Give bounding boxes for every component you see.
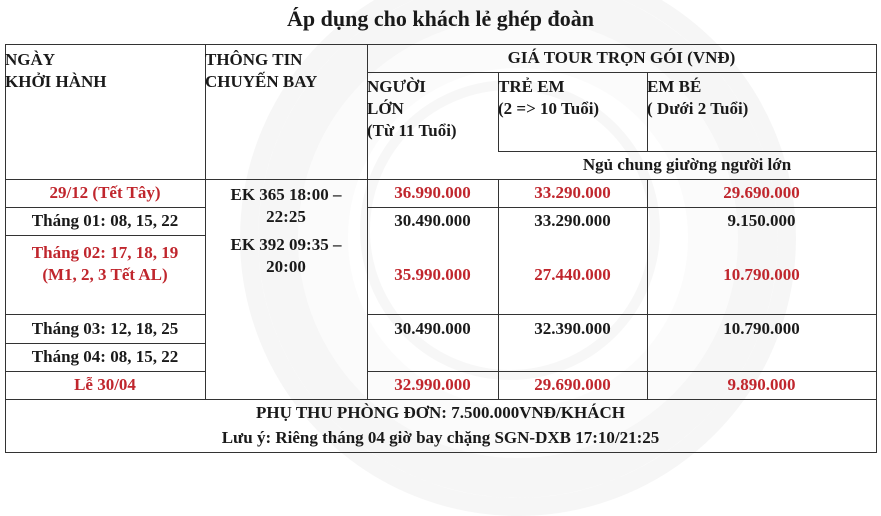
price-baby-row-4: 10.790.000 bbox=[723, 318, 800, 338]
price-baby-row-6: 9.890.000 bbox=[727, 375, 796, 394]
date-row-6: Lễ 30/04 bbox=[74, 375, 136, 394]
price-baby-row-3: 10.790.000 bbox=[723, 264, 800, 284]
price-adult-row-2: 30.490.000 bbox=[394, 211, 471, 230]
header-baby: EM BÉ ( Dưới 2 Tuổi) bbox=[647, 77, 749, 118]
price-child-row-3: 27.440.000 bbox=[534, 264, 611, 284]
price-child-row-2: 33.290.000 bbox=[534, 211, 611, 230]
date-row-2: Tháng 01: 08, 15, 22 bbox=[31, 211, 179, 230]
page-title: Áp dụng cho khách lẻ ghép đoàn bbox=[287, 6, 594, 31]
price-child-row-6: 29.690.000 bbox=[534, 375, 611, 394]
flight-note: Lưu ý: Riêng tháng 04 giờ bay chặng SGN-DXB 17:10/21:25 bbox=[221, 428, 660, 447]
header-departure-date: NGÀY KHỞI HÀNH bbox=[5, 50, 107, 91]
header-adult: NGƯỜI LỚN (Từ 11 Tuổi) bbox=[367, 77, 457, 140]
flight-return: EK 392 09:35 – 20:00 bbox=[230, 235, 342, 276]
price-child-row-1: 33.290.000 bbox=[534, 183, 611, 202]
date-row-1: 29/12 (Tết Tây) bbox=[49, 183, 161, 202]
price-adult-row-3: 35.990.000 bbox=[394, 264, 471, 284]
price-baby-row-2: 9.150.000 bbox=[727, 211, 796, 230]
price-adult-row-6: 32.990.000 bbox=[394, 375, 471, 394]
header-shared-bed: Ngủ chung giường người lớn bbox=[582, 155, 792, 174]
flight-outbound: EK 365 18:00 – 22:25 bbox=[230, 185, 342, 226]
header-child: TRẺ EM (2 => 10 Tuổi) bbox=[498, 77, 600, 118]
price-baby-row-1: 29.690.000 bbox=[723, 183, 800, 202]
header-tour-price: GIÁ TOUR TRỌN GÓI (VNĐ) bbox=[507, 48, 736, 67]
price-adult-row-1: 36.990.000 bbox=[394, 183, 471, 202]
price-adult-row-4: 30.490.000 bbox=[394, 318, 471, 338]
header-flight-info: THÔNG TIN CHUYẾN BAY bbox=[205, 50, 318, 91]
price-child-row-4: 32.390.000 bbox=[534, 318, 611, 338]
date-row-4: Tháng 03: 12, 18, 25 bbox=[31, 318, 179, 338]
date-row-3: Tháng 02: 17, 18, 19 (M1, 2, 3 Tết AL) bbox=[31, 243, 179, 284]
single-room-surcharge: PHỤ THU PHÒNG ĐƠN: 7.500.000VNĐ/KHÁCH bbox=[256, 403, 625, 422]
date-row-5: Tháng 04: 08, 15, 22 bbox=[31, 347, 179, 366]
